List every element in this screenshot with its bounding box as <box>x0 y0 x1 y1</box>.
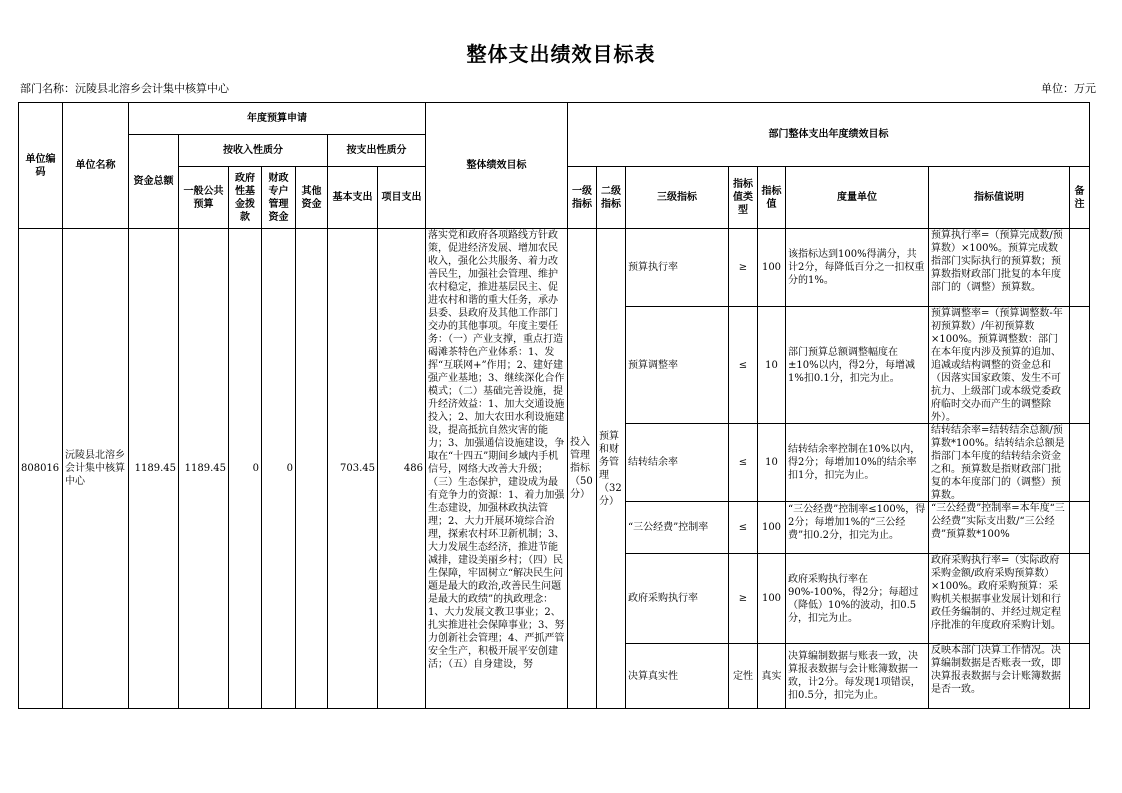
measure-text: 决算编制数据与账表一致，决算报表数据与会计账簿数据一致，计2分。每发现1项错误，扣0.5分，扣完为止。 <box>788 651 921 701</box>
performance-table <box>18 102 1090 709</box>
overall-goal-text: 落实党和政府各项路线方针政策，促进经济发展、增加农民收入，强化公共服务、着力改善民生，加强社会管理、维护农村稳定，推进基层民主、促进农村和谐的重大任务，承办县委、县政府及其他工作部门交办的其他事项。年度主要任务：（一）产业支撑，重点打造碣滩茶特色产业体系：1、发挥“互联网+”作用；2、建好建强产业基地；3、继续深化合作模式；（二）基础完善设施，提升经济效益：1、加大交通设施投入；2、加大农田水利设施建设，提高抵抗自然灾害的能力；3、加强通信设施建设，争取在“十四五”期间乡域内手机信号，网络大改善大升级；（三）生态保护，建设成为最有竞争力的资源：1、着力加强生态建设，加强林政执法管理；2、大力开展环境综合治理，探索农村环卫新机制；3、大力发展生态经济，推进节能减排，建设美丽乡村；（四）民生保障，牢固树立“解决民生问题是最大的政治,改善民生问题是最大的政绩”的执政理念：1、大力发展文教卫事业；2、扎实推进社会保障事业；3、努力创新社会管理；4、严抓严管安全生产，积极开展平安创建活；（五）自身建设，努 <box>428 230 565 670</box>
value-type-cell: ≥ <box>729 554 758 644</box>
remark-cell <box>1070 307 1090 424</box>
general-budget-cell: 1189.45 <box>179 229 229 709</box>
value-type-cell: ≤ <box>729 502 758 554</box>
value-cell: 10 <box>758 307 786 424</box>
measure-cell <box>786 554 929 644</box>
unit-label: 单位：万元 <box>1041 82 1096 95</box>
overall-goal-cell <box>426 229 568 709</box>
measure-cell <box>786 502 929 554</box>
project-expense-cell: 486 <box>378 229 426 709</box>
value-desc-cell <box>929 307 1070 424</box>
other-fund-cell <box>296 229 328 709</box>
value-cell: 真实 <box>758 644 786 709</box>
header-level3: 三级指标 <box>626 167 729 229</box>
header-special-fund: 财政专户管理资金 <box>262 167 296 229</box>
header-by-income: 按收入性质分 <box>179 135 328 167</box>
remark-cell <box>1070 502 1090 554</box>
value-desc-text: 预算调整率=（预算调整数-年初预算数）/年初预算数×100%。预算调整数：部门在本年度内涉及预算的追加、追减或结构调整的资金总和（因落实国家政策、发生不可抗力、上级部门或本级党委政府临时交办而产生的调整除外）。 <box>931 308 1063 422</box>
header-value-desc: 指标值说明 <box>929 167 1070 229</box>
special-fund-cell: 0 <box>262 229 296 709</box>
header-other-fund: 其他资金 <box>296 167 328 229</box>
header-unit-code: 单位编码 <box>19 103 63 229</box>
level3-cell: 决算真实性 <box>626 644 729 709</box>
value-desc-cell <box>929 644 1070 709</box>
header-basic-expense: 基本支出 <box>328 167 378 229</box>
unit-name-cell: 沅陵县北溶乡会计集中核算中心 <box>63 229 129 709</box>
level1-text: 投入管理指标（50分） <box>570 437 593 500</box>
remark-cell <box>1070 554 1090 644</box>
measure-cell <box>786 307 929 424</box>
total-funds-cell: 1189.45 <box>129 229 179 709</box>
header-by-expense: 按支出性质分 <box>328 135 426 167</box>
level3-cell: “三公经费”控制率 <box>626 502 729 554</box>
value-desc-cell <box>929 554 1070 644</box>
department-label: 部门名称：沅陵县北溶乡会计集中核算中心 <box>20 82 229 95</box>
value-desc-text: 反映本部门决算工作情况。决算编制数据是否账表一致，即决算报表数据与会计账簿数据是否一致。 <box>931 645 1061 695</box>
measure-text: 政府采购执行率在90%-100%，得2分；每超过（降低）10%的波动，扣0.5分，扣完为止。 <box>788 573 919 624</box>
value-cell: 100 <box>758 229 786 307</box>
value-desc-cell <box>929 229 1070 307</box>
value-type-cell: ≤ <box>729 424 758 502</box>
header-annual-budget: 年度预算申请 <box>129 103 426 135</box>
value-cell: 10 <box>758 424 786 502</box>
header-total-funds: 资金总额 <box>129 135 179 229</box>
value-cell: 100 <box>758 554 786 644</box>
page-title: 整体支出绩效目标表 <box>466 42 656 66</box>
measure-text: “三公经费”控制率≤100%，得2分；每增加1%的“三公经费”扣0.2分，扣完为止。 <box>788 503 926 541</box>
value-type-cell: ≤ <box>729 307 758 424</box>
measure-cell <box>786 424 929 502</box>
value-desc-text: 结转结余率=结转结余总额/预算数*100%。结转结余总额是指部门本年度的结转结余资金之和。预算数是指财政部门批复的本年度部门的（调整）预算数。 <box>931 425 1065 500</box>
level3-cell: 结转结余率 <box>626 424 729 502</box>
header-remark: 备注 <box>1070 167 1090 229</box>
level3-cell: 政府采购执行率 <box>626 554 729 644</box>
level3-cell: 预算执行率 <box>626 229 729 307</box>
value-type-cell: 定性 <box>729 644 758 709</box>
level1-cell <box>568 229 597 709</box>
level3-cell: 预算调整率 <box>626 307 729 424</box>
basic-expense-cell: 703.45 <box>328 229 378 709</box>
value-desc-text: 政府采购执行率=（实际政府采购金额/政府采购预算数）×100%。政府采购预算：采购机关根据事业发展计划和行政任务编制的、并经过规定程序批准的年度政府采购计划。 <box>931 555 1061 631</box>
measure-text: 结转结余率控制在10%以内，得2分；每增加10%的结余率扣1分，扣完为止。 <box>788 444 921 481</box>
header-value-type: 指标值类型 <box>729 167 758 229</box>
measure-text: 部门预算总额调整幅度在±10%以内，得2分，每增减1%扣0.1分，扣完为止。 <box>788 346 915 384</box>
measure-text: 该指标达到100%得满分，共计2分，每降低百分之一扣权重分的1%。 <box>788 249 925 286</box>
header-gov-fund: 政府性基金拨款 <box>229 167 262 229</box>
remark-cell <box>1070 229 1090 307</box>
value-desc-cell <box>929 424 1070 502</box>
header-measure: 度量单位 <box>786 167 929 229</box>
value-cell: 100 <box>758 502 786 554</box>
level2-text: 预算和财务管理（32分） <box>599 430 622 507</box>
header-level2: 二级指标 <box>597 167 626 229</box>
value-desc-cell <box>929 502 1070 554</box>
header-general-budget: 一般公共预算 <box>179 167 229 229</box>
remark-cell <box>1070 644 1090 709</box>
measure-cell <box>786 644 929 709</box>
header-level1: 一级指标 <box>568 167 597 229</box>
value-desc-text: “三公经费”控制率=本年度“三公经费”实际支出数/“三公经费”预算数*100% <box>931 503 1065 540</box>
header-dept-goal: 部门整体支出年度绩效目标 <box>568 103 1090 167</box>
header-value: 指标值 <box>758 167 786 229</box>
measure-cell <box>786 229 929 307</box>
level2-cell <box>597 229 626 709</box>
table-row <box>19 229 1090 307</box>
remark-cell <box>1070 424 1090 502</box>
value-type-cell: ≥ <box>729 229 758 307</box>
header-project-expense: 项目支出 <box>378 167 426 229</box>
unit-code-cell: 808016 <box>19 229 63 709</box>
value-desc-text: 预算执行率=（预算完成数/预算数）×100%。预算完成数指部门实际执行的预算数；预算数指财政部门批复的本年度部门的（调整）预算数。 <box>931 230 1063 293</box>
header-overall-goal: 整体绩效目标 <box>426 103 568 229</box>
header-unit-name: 单位名称 <box>63 103 129 229</box>
gov-fund-cell: 0 <box>229 229 262 709</box>
